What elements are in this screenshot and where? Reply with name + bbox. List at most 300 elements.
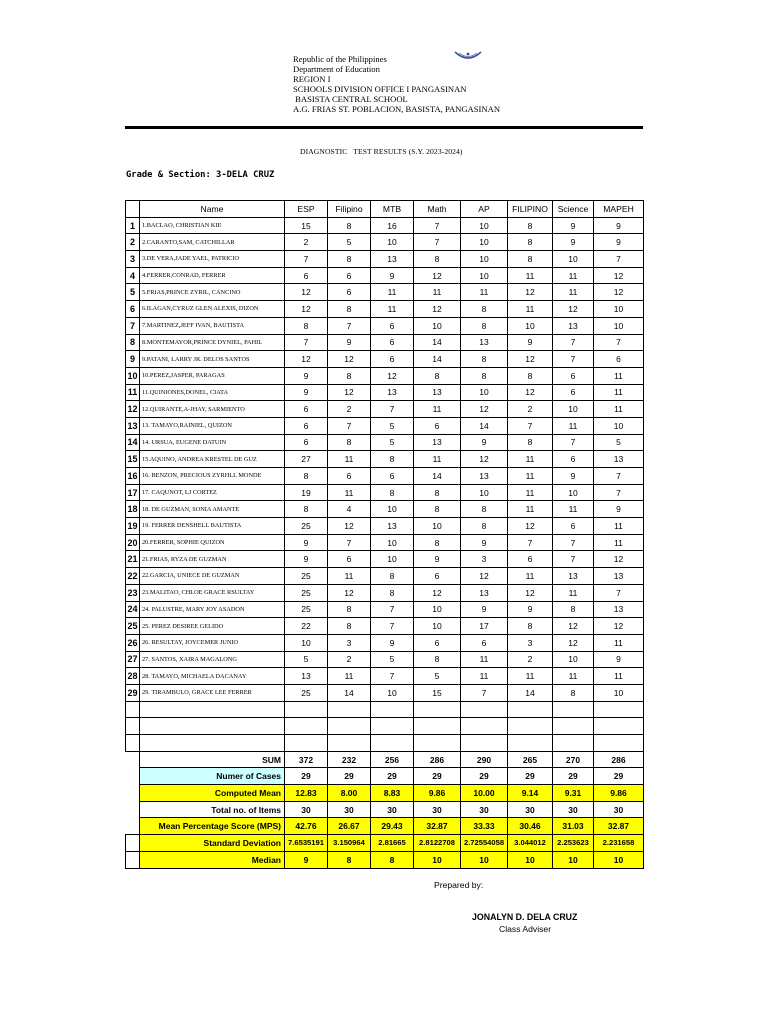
score-cell: 9 (508, 601, 553, 618)
score-cell: 11 (371, 301, 414, 318)
score-cell: 8 (371, 451, 414, 468)
row-number: 26 (126, 634, 140, 651)
table-row (126, 551, 644, 568)
row-number: 9 (126, 351, 140, 368)
score-cell: 6 (371, 351, 414, 368)
row-number: 7 (126, 317, 140, 334)
column-header: AP (461, 201, 508, 218)
score-cell: 12 (414, 301, 461, 318)
score-cell: 7 (371, 601, 414, 618)
stats-label: Numer of Cases (140, 768, 285, 785)
table-row (126, 267, 644, 284)
score-cell: 9 (594, 217, 644, 234)
score-cell: 9 (285, 534, 328, 551)
blank-cell (328, 718, 371, 735)
row-number: 10 (126, 367, 140, 384)
score-cell: 7 (508, 417, 553, 434)
stats-value: 31.03 (553, 818, 594, 835)
score-cell: 11 (594, 384, 644, 401)
stats-value: 7.6535191 (285, 835, 328, 852)
row-number: 15 (126, 451, 140, 468)
score-cell: 13 (594, 451, 644, 468)
score-cell: 12 (461, 451, 508, 468)
score-cell: 7 (553, 434, 594, 451)
score-cell: 8 (414, 501, 461, 518)
stats-value: 8 (371, 851, 414, 868)
row-number: 5 (126, 284, 140, 301)
score-cell: 11 (594, 401, 644, 418)
score-cell: 8 (285, 501, 328, 518)
score-cell: 11 (553, 584, 594, 601)
stats-value: 29.43 (371, 818, 414, 835)
score-cell: 9 (553, 217, 594, 234)
blank-cell (594, 718, 644, 735)
score-cell: 8 (285, 468, 328, 485)
score-cell: 8 (461, 301, 508, 318)
document-title: DIAGNOSTIC TEST RESULTS (S.Y. 2023-2024) (300, 147, 463, 156)
stats-row (126, 768, 644, 785)
table-row (126, 284, 644, 301)
score-cell: 14 (508, 684, 553, 701)
stats-value: 10.00 (461, 785, 508, 802)
row-number: 8 (126, 334, 140, 351)
score-cell: 6 (328, 284, 371, 301)
score-cell: 12 (328, 584, 371, 601)
blank-cell (140, 718, 285, 735)
stats-value: 8.00 (328, 785, 371, 802)
score-cell: 7 (285, 334, 328, 351)
score-cell: 11 (461, 668, 508, 685)
stats-value: 30 (371, 801, 414, 818)
stats-value: 42.76 (285, 818, 328, 835)
score-cell: 6 (285, 417, 328, 434)
stats-value: 8 (328, 851, 371, 868)
stats-value: 33.33 (461, 818, 508, 835)
stats-row (126, 851, 644, 868)
score-cell: 13 (553, 317, 594, 334)
score-cell: 12 (553, 301, 594, 318)
score-cell: 13 (371, 251, 414, 268)
score-cell: 9 (553, 234, 594, 251)
row-number: 27 (126, 651, 140, 668)
score-cell: 8 (328, 367, 371, 384)
row-number: 14 (126, 434, 140, 451)
stats-value: 10 (508, 851, 553, 868)
score-cell: 10 (414, 618, 461, 635)
blank-cell (140, 735, 285, 752)
score-cell: 25 (285, 584, 328, 601)
stats-label: SUM (140, 751, 285, 768)
score-cell: 10 (553, 484, 594, 501)
score-cell: 14 (414, 351, 461, 368)
score-cell: 5 (414, 668, 461, 685)
stats-value: 29 (285, 768, 328, 785)
score-cell: 10 (371, 534, 414, 551)
header-number-cell (126, 201, 140, 218)
score-cell: 13 (461, 334, 508, 351)
table-row (126, 468, 644, 485)
score-cell: 7 (461, 684, 508, 701)
score-cell: 10 (594, 317, 644, 334)
score-cell: 10 (285, 634, 328, 651)
row-number: 17 (126, 484, 140, 501)
stats-value: 29 (414, 768, 461, 785)
stats-value: 12.83 (285, 785, 328, 802)
table-row (126, 384, 644, 401)
score-cell: 4 (328, 501, 371, 518)
score-cell: 12 (461, 401, 508, 418)
score-cell: 9 (285, 551, 328, 568)
score-cell: 6 (285, 434, 328, 451)
score-cell: 13 (594, 601, 644, 618)
score-cell: 8 (508, 367, 553, 384)
score-cell: 13 (461, 584, 508, 601)
stats-value: 2.72554058 (461, 835, 508, 852)
score-cell: 6 (594, 351, 644, 368)
score-cell: 5 (328, 234, 371, 251)
score-cell: 10 (553, 401, 594, 418)
score-cell: 10 (371, 234, 414, 251)
score-cell: 11 (553, 417, 594, 434)
score-cell: 25 (285, 518, 328, 535)
score-cell: 7 (371, 618, 414, 635)
school-header (293, 54, 553, 114)
student-name: 11.QUINIONES,DONEL, CIATA (140, 384, 285, 401)
score-cell: 13 (414, 384, 461, 401)
score-cell: 7 (553, 534, 594, 551)
score-cell: 8 (285, 317, 328, 334)
stats-label: Computed Mean (140, 785, 285, 802)
score-cell: 11 (594, 634, 644, 651)
stats-row (126, 751, 644, 768)
table-row (126, 518, 644, 535)
score-cell: 11 (508, 568, 553, 585)
header-line-republic: Republic of the Philippines (293, 54, 387, 64)
score-cell: 6 (553, 384, 594, 401)
score-cell: 6 (553, 518, 594, 535)
stats-row (126, 785, 644, 802)
blank-cell (285, 701, 328, 718)
score-cell: 6 (414, 417, 461, 434)
student-name: 20.FERRER, SOPHIE QUIZON (140, 534, 285, 551)
score-cell: 7 (594, 334, 644, 351)
blank-cell (508, 701, 553, 718)
stats-value: 8.83 (371, 785, 414, 802)
results-table (125, 200, 644, 869)
row-number: 4 (126, 267, 140, 284)
row-number: 29 (126, 684, 140, 701)
score-cell: 11 (594, 668, 644, 685)
stats-label: Median (140, 851, 285, 868)
blank-cell (126, 718, 140, 735)
blank-cell (461, 718, 508, 735)
stats-value: 30.46 (508, 818, 553, 835)
score-cell: 25 (285, 568, 328, 585)
student-name: 15.AQUINO, ANDREA KRESTEL DE GUZ (140, 451, 285, 468)
score-cell: 6 (371, 468, 414, 485)
score-cell: 9 (285, 384, 328, 401)
stats-spacer (126, 751, 140, 768)
signer-name: JONALYN D. DELA CRUZ (472, 912, 578, 922)
blank-cell (328, 701, 371, 718)
table-row (126, 584, 644, 601)
score-cell: 12 (285, 351, 328, 368)
table-row (126, 684, 644, 701)
prepared-by-label: Prepared by: (434, 880, 484, 890)
stats-value: 9.86 (414, 785, 461, 802)
score-cell: 8 (371, 484, 414, 501)
score-cell: 10 (371, 501, 414, 518)
score-cell: 8 (328, 601, 371, 618)
student-name: 4.FERRER,CONRAD, FERRER (140, 267, 285, 284)
score-cell: 8 (414, 367, 461, 384)
stats-spacer (126, 801, 140, 818)
table-row (126, 501, 644, 518)
score-cell: 8 (328, 618, 371, 635)
score-cell: 12 (594, 284, 644, 301)
score-cell: 7 (285, 251, 328, 268)
table-row (126, 301, 644, 318)
score-cell: 9 (594, 651, 644, 668)
stats-value: 10 (553, 851, 594, 868)
row-number: 13 (126, 417, 140, 434)
score-cell: 13 (285, 668, 328, 685)
score-cell: 6 (285, 267, 328, 284)
stats-value: 2.231658 (594, 835, 644, 852)
score-cell: 13 (461, 468, 508, 485)
score-cell: 16 (371, 217, 414, 234)
score-cell: 14 (414, 468, 461, 485)
stats-value: 30 (285, 801, 328, 818)
score-cell: 11 (508, 451, 553, 468)
score-cell: 2 (508, 651, 553, 668)
score-cell: 12 (594, 618, 644, 635)
score-cell: 12 (328, 351, 371, 368)
stats-value: 9.31 (553, 785, 594, 802)
blank-cell (553, 701, 594, 718)
stats-value: 32.87 (594, 818, 644, 835)
score-cell: 7 (414, 234, 461, 251)
score-cell: 11 (371, 284, 414, 301)
blank-cell (553, 735, 594, 752)
table-row (126, 451, 644, 468)
score-cell: 7 (328, 317, 371, 334)
score-cell: 6 (328, 551, 371, 568)
score-cell: 7 (594, 251, 644, 268)
score-cell: 6 (371, 334, 414, 351)
student-name: 23.MALITAO, CHLOE GRACE RSULTAY (140, 584, 285, 601)
student-name: 17. CAQUNOT, LJ CORTEZ (140, 484, 285, 501)
header-line-address: A.G. FRIAS ST. POBLACION, BASISTA, PANGASINAN (293, 104, 501, 114)
score-cell: 3 (461, 551, 508, 568)
student-name: 6.ILAGAN,CYRUZ GLEN ALEXIS, DIZON (140, 301, 285, 318)
table-row (126, 618, 644, 635)
stats-value: 3.044012 (508, 835, 553, 852)
score-cell: 12 (414, 584, 461, 601)
blank-cell (371, 735, 414, 752)
score-cell: 10 (461, 384, 508, 401)
score-cell: 9 (371, 267, 414, 284)
score-cell: 19 (285, 484, 328, 501)
stats-value: 2.81665 (371, 835, 414, 852)
stats-value: 10 (594, 851, 644, 868)
blank-cell (140, 701, 285, 718)
score-cell: 7 (414, 217, 461, 234)
score-cell: 8 (328, 217, 371, 234)
score-cell: 2 (508, 401, 553, 418)
column-header: Name (140, 201, 285, 218)
score-cell: 7 (508, 534, 553, 551)
score-cell: 9 (461, 601, 508, 618)
table-row (126, 417, 644, 434)
score-cell: 6 (508, 551, 553, 568)
table-row (126, 401, 644, 418)
stats-label: Mean Percentage Score (MPS) (140, 818, 285, 835)
score-cell: 8 (508, 251, 553, 268)
score-cell: 11 (328, 451, 371, 468)
score-cell: 11 (594, 367, 644, 384)
stats-value: 30 (553, 801, 594, 818)
score-cell: 10 (371, 684, 414, 701)
blank-cell (594, 701, 644, 718)
score-cell: 10 (594, 684, 644, 701)
row-number: 6 (126, 301, 140, 318)
score-cell: 11 (594, 534, 644, 551)
score-cell: 12 (328, 518, 371, 535)
score-cell: 6 (553, 451, 594, 468)
score-cell: 6 (328, 468, 371, 485)
score-cell: 8 (414, 651, 461, 668)
stats-value: 29 (594, 768, 644, 785)
score-cell: 13 (371, 518, 414, 535)
score-cell: 6 (414, 634, 461, 651)
score-cell: 8 (414, 251, 461, 268)
stats-value: 32.87 (414, 818, 461, 835)
stats-value: 3.150964 (328, 835, 371, 852)
score-cell: 8 (414, 534, 461, 551)
score-cell: 8 (328, 434, 371, 451)
score-cell: 7 (594, 484, 644, 501)
score-cell: 8 (328, 251, 371, 268)
score-cell: 8 (371, 584, 414, 601)
score-cell: 12 (508, 351, 553, 368)
score-cell: 2 (328, 651, 371, 668)
blank-cell (328, 735, 371, 752)
student-name: 12.QUIRANTE,A-JHAY, SARMIENTO (140, 401, 285, 418)
student-name: 26. RESULTAY, JOYCEMER JUNIO (140, 634, 285, 651)
table-row (126, 634, 644, 651)
score-cell: 7 (553, 351, 594, 368)
stats-value: 9.86 (594, 785, 644, 802)
table-row (126, 668, 644, 685)
score-cell: 25 (285, 601, 328, 618)
stats-spacer (126, 835, 140, 852)
table-row (126, 601, 644, 618)
table-row (126, 217, 644, 234)
student-name: 1.BACLAO, CHRISTIAN KIE (140, 217, 285, 234)
score-cell: 12 (508, 584, 553, 601)
student-name: 25. PEREZ DESIREE GELIDO (140, 618, 285, 635)
score-cell: 9 (414, 551, 461, 568)
score-cell: 10 (414, 518, 461, 535)
score-cell: 11 (328, 668, 371, 685)
blank-cell (508, 735, 553, 752)
student-name: 18. DE GUZMAN, SONIA AMANTE (140, 501, 285, 518)
score-cell: 10 (414, 317, 461, 334)
stats-value: 372 (285, 751, 328, 768)
score-cell: 10 (461, 267, 508, 284)
score-cell: 13 (594, 568, 644, 585)
score-cell: 10 (553, 251, 594, 268)
column-header: Math (414, 201, 461, 218)
score-cell: 10 (414, 601, 461, 618)
blank-row (126, 701, 644, 718)
score-cell: 2 (328, 401, 371, 418)
score-cell: 8 (553, 684, 594, 701)
score-cell: 11 (508, 484, 553, 501)
score-cell: 8 (328, 301, 371, 318)
score-cell: 11 (508, 668, 553, 685)
row-number: 12 (126, 401, 140, 418)
score-cell: 12 (553, 634, 594, 651)
student-name: 10.PEREZ,JASPER, PARAGAS (140, 367, 285, 384)
score-cell: 11 (553, 501, 594, 518)
stats-value: 2.253623 (553, 835, 594, 852)
score-cell: 9 (371, 634, 414, 651)
row-number: 21 (126, 551, 140, 568)
score-cell: 12 (508, 384, 553, 401)
stats-value: 2.8122708 (414, 835, 461, 852)
stats-value: 29 (461, 768, 508, 785)
score-cell: 8 (371, 568, 414, 585)
row-number: 11 (126, 384, 140, 401)
table-row (126, 317, 644, 334)
table-row (126, 651, 644, 668)
stats-value: 30 (461, 801, 508, 818)
score-cell: 8 (461, 317, 508, 334)
column-header: ESP (285, 201, 328, 218)
stats-label: Total no. of Items (140, 801, 285, 818)
stats-value: 29 (371, 768, 414, 785)
score-cell: 12 (508, 284, 553, 301)
student-name: 27. SANTOS, XAIRA MAGALONG (140, 651, 285, 668)
blank-cell (126, 701, 140, 718)
row-number: 20 (126, 534, 140, 551)
score-cell: 8 (461, 501, 508, 518)
score-cell: 12 (414, 267, 461, 284)
student-name: 14. URSUA, EUGENE DATUIN (140, 434, 285, 451)
score-cell: 11 (508, 267, 553, 284)
score-cell: 10 (461, 234, 508, 251)
student-name: 2.CARANTO,SAM, CATCHILLAR (140, 234, 285, 251)
blank-cell (285, 735, 328, 752)
score-cell: 12 (594, 551, 644, 568)
row-number: 28 (126, 668, 140, 685)
column-header: Filipino (328, 201, 371, 218)
score-cell: 11 (594, 518, 644, 535)
stats-value: 290 (461, 751, 508, 768)
score-cell: 6 (371, 317, 414, 334)
column-header: FILIPINO (508, 201, 553, 218)
score-cell: 14 (414, 334, 461, 351)
student-name: 22.GARCIA, UNIECE DE GUZMAN (140, 568, 285, 585)
score-cell: 27 (285, 451, 328, 468)
score-cell: 12 (508, 518, 553, 535)
score-cell: 11 (414, 284, 461, 301)
score-cell: 22 (285, 618, 328, 635)
table-row (126, 251, 644, 268)
blank-cell (594, 735, 644, 752)
